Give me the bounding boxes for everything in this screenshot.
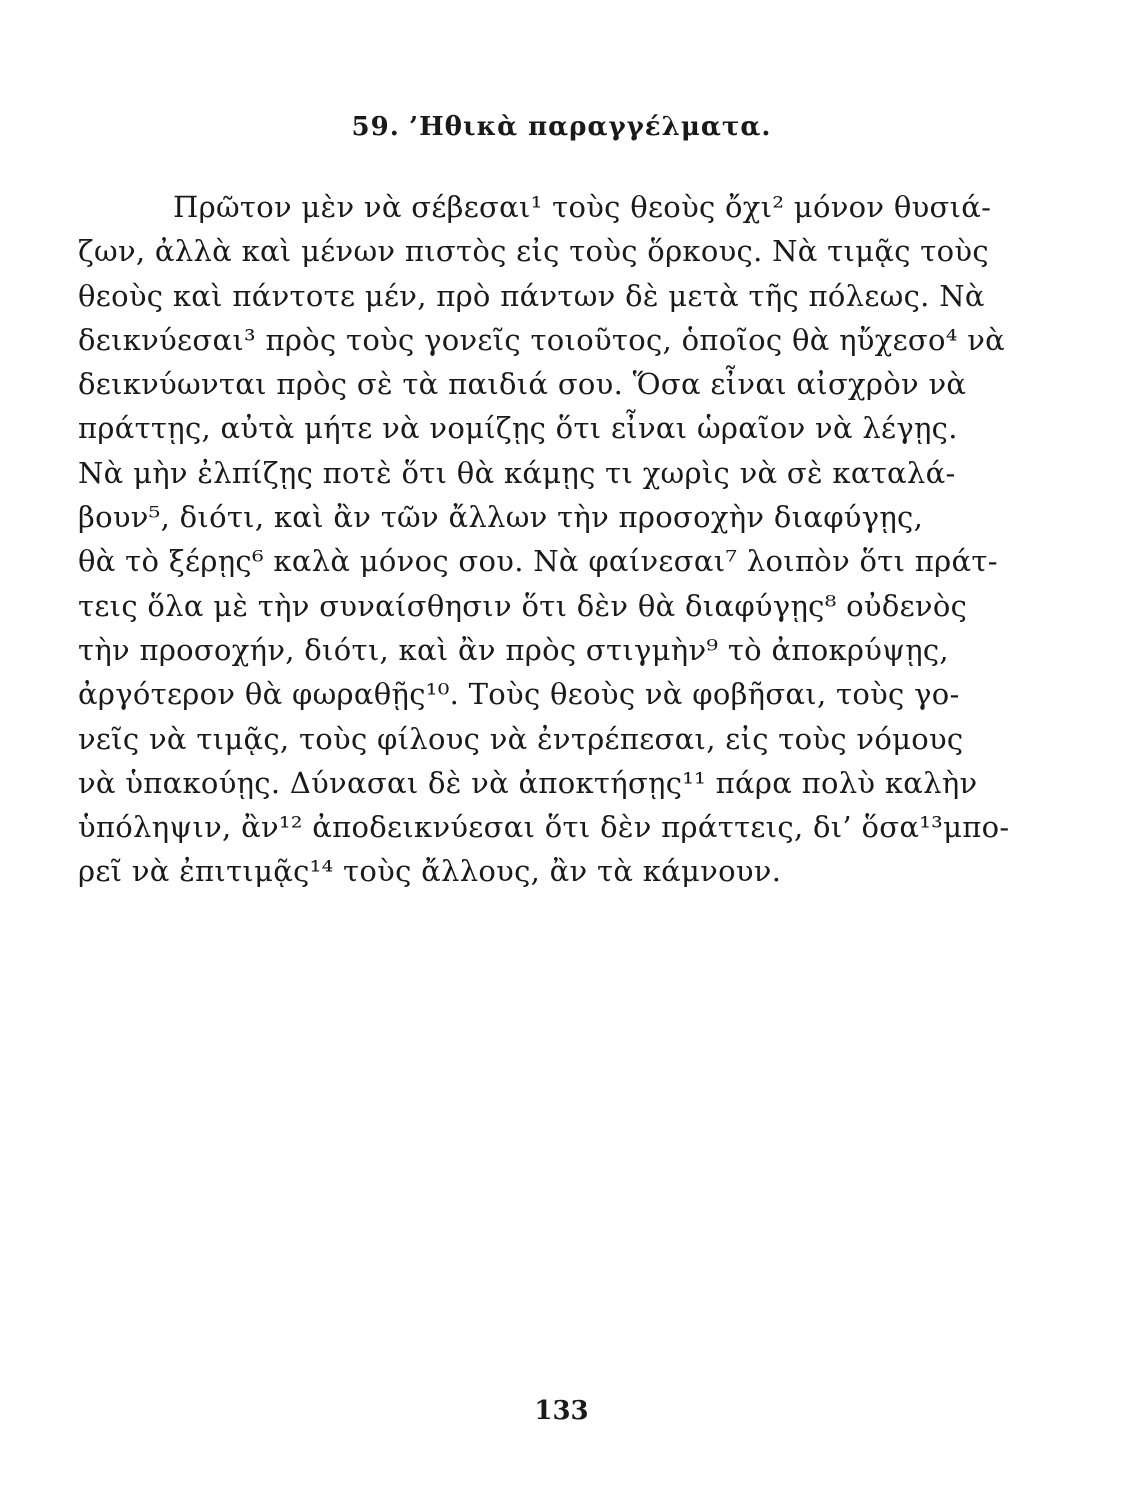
text-line: δεικνύωνται πρὸς σὲ τὰ παιδιά σου. Ὅσα εἶναι αἰσχρὸν νὰ <box>78 367 967 402</box>
text-line: τεις ὅλα μὲ τὴν συναίσθησιν ὅτι δὲν θὰ διαφύγῃς⁸ οὐδενὸς <box>78 588 968 623</box>
text-line: Νὰ μὴν ἐλπίζῃς ποτὲ ὅτι θὰ κάμῃς τι χωρὶς νὰ σὲ καταλά- <box>78 455 956 490</box>
main-paragraph <box>78 185 1008 894</box>
text-line: τὴν προσοχήν, διότι, καὶ ἂν πρὸς στιγμὴν⁹ τὸ ἀποκρύψῃς, <box>78 632 949 667</box>
text-line: βουν⁵, διότι, καὶ ἂν τῶν ἄλλων τὴν προσοχὴν διαφύγῃς, <box>78 500 924 535</box>
text-line: Πρῶτον μὲν νὰ σέβεσαι¹ τοὺς θεοὺς ὄχι² μόνον θυσιά- <box>173 190 992 224</box>
text-line: νὰ ὑπακούῃς. Δύνασαι δὲ νὰ ἀποκτήσῃς¹¹ πάρα πολὺ καλὴν <box>78 765 978 800</box>
text-line: ὑπόληψιν, ἂν¹² ἀποδεικνύεσαι ὅτι δὲν πράττεις, δι’ ὅσα¹³μπο- <box>78 810 1010 845</box>
section-title: ’Ηθικὰ παραγγέλματα. <box>409 112 772 142</box>
section-heading <box>0 112 1123 142</box>
text-line: θὰ τὸ ξέρῃς⁶ καλὰ μόνος σου. Νὰ φαίνεσαι⁷ λοιπὸν ὅτι πράτ- <box>78 544 998 579</box>
text-line: ζων, ἀλλὰ καὶ μένων πιστὸς εἰς τοὺς ὅρκους. Νὰ τιμᾷς τοὺς <box>78 234 989 269</box>
text-line: δεικνύεσαι³ πρὸς τοὺς γονεῖς τοιοῦτος, ὁποῖος θὰ ηὔχεσο⁴ νὰ <box>78 322 1006 357</box>
text-line: θεοὺς καὶ πάντοτε μέν, πρὸ πάντων δὲ μετὰ τῆς πόλεως. Νὰ <box>78 278 985 313</box>
page-number: 133 <box>534 1396 589 1426</box>
text-line: νεῖς νὰ τιμᾷς, τοὺς φίλους νὰ ἐντρέπεσαι, εἰς τοὺς νόμους <box>78 721 964 756</box>
text-line: πράττῃς, αὐτὰ μήτε νὰ νομίζῃς ὅτι εἶναι ὡραῖον νὰ λέγῃς. <box>78 411 958 446</box>
text-line: ἀργότερον θὰ φωραθῇς¹⁰. Τοὺς θεοὺς νὰ φοβῆσαι, τοὺς γο- <box>78 677 960 712</box>
section-number: 59. <box>351 112 400 142</box>
text-line: ρεῖ νὰ ἐπιτιμᾷς¹⁴ τοὺς ἄλλους, ἂν τὰ κάμνουν. <box>78 854 782 889</box>
